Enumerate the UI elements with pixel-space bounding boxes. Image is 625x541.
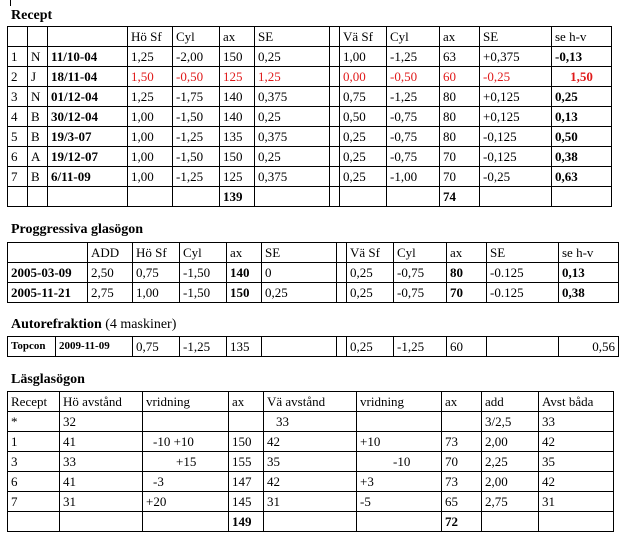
cell [330, 47, 340, 67]
lasglasogon-row-2 [8, 432, 614, 452]
cell: -0,75 [387, 147, 440, 167]
cell: 3/2,5 [482, 412, 539, 432]
cell-highlight: 1,50 [552, 67, 612, 87]
cell: Cyl [180, 243, 227, 263]
cell: 1,00 [128, 147, 173, 167]
cell: 0,25 [347, 263, 394, 283]
cell: 42 [539, 472, 614, 492]
cell-highlight: 1,25 [255, 67, 330, 87]
cell: 70 [447, 283, 487, 303]
cell [48, 187, 128, 207]
cell: 0,25 [347, 337, 394, 357]
cell: 0,25 [340, 127, 387, 147]
recept-h2 [48, 27, 128, 47]
lasglasogon-row-3 [8, 452, 614, 472]
cell [143, 412, 229, 432]
cell: 0,25 [340, 147, 387, 167]
cell: J [28, 67, 48, 87]
cell: 31 [60, 492, 143, 512]
cell: 1,00 [340, 47, 387, 67]
cell: 0,375 [255, 87, 330, 107]
cell: 155 [229, 452, 264, 472]
recept-h1 [28, 27, 48, 47]
cell: 7 [8, 167, 28, 187]
cell: 80 [440, 127, 480, 147]
cell: 1,25 [128, 87, 173, 107]
cell: 1 [8, 432, 60, 452]
recept-row-7 [8, 167, 612, 187]
cell [229, 412, 264, 432]
cell: 1,25 [128, 47, 173, 67]
cell: 2,75 [88, 283, 133, 303]
cell: 147 [229, 472, 264, 492]
cell: 1,00 [128, 127, 173, 147]
recept-h4: Cyl [173, 27, 220, 47]
cell: 6/11-09 [48, 167, 128, 187]
cell: 35 [539, 452, 614, 472]
cell: 41 [60, 472, 143, 492]
cell: A [28, 147, 48, 167]
cell: B [28, 167, 48, 187]
cell [330, 127, 340, 147]
cell: +0,375 [480, 47, 552, 67]
cell: -0,125 [480, 147, 552, 167]
cell: 0,50 [552, 127, 612, 147]
recept-h10: ax [440, 27, 480, 47]
cell: 35 [264, 452, 357, 472]
cell: 70 [440, 167, 480, 187]
cell: 2,50 [88, 263, 133, 283]
lasglasogon-table [7, 391, 614, 532]
cell: 135 [227, 337, 262, 357]
cell: -0,75 [387, 107, 440, 127]
cell: Recept [8, 392, 60, 412]
cell: 0,75 [340, 87, 387, 107]
cell: 6 [8, 147, 28, 167]
cell: N [28, 47, 48, 67]
cell [337, 283, 347, 303]
cell [8, 243, 88, 263]
cell: 65 [442, 492, 482, 512]
cell: 70 [440, 147, 480, 167]
cell [480, 187, 552, 207]
lasglasogon-row-4 [8, 472, 614, 492]
cell: 0,13 [559, 263, 619, 283]
cell: 2 [8, 67, 28, 87]
cell: -0,75 [394, 263, 447, 283]
recept-row-5 [8, 127, 612, 147]
cell: 0,375 [255, 127, 330, 147]
cell: se h-v [559, 243, 619, 263]
cell: -10 +10 [143, 432, 229, 452]
cell: -1,50 [173, 147, 220, 167]
recept-totals-row [8, 187, 612, 207]
cell: 80 [440, 87, 480, 107]
cell: -1,25 [387, 47, 440, 67]
cell: -10 [357, 452, 442, 472]
cell [487, 337, 559, 357]
cell [482, 512, 539, 532]
cell [330, 67, 340, 87]
cell: -0,13 [552, 47, 612, 67]
cell [552, 187, 612, 207]
cell: ADD [88, 243, 133, 263]
cell-highlight: 125 [220, 67, 255, 87]
cell [330, 147, 340, 167]
cell: Hö avstånd [60, 392, 143, 412]
cell: 33 [264, 412, 357, 432]
recept-row-6 [8, 147, 612, 167]
cell: 140 [220, 107, 255, 127]
recept-row-2 [8, 67, 612, 87]
cell: 19/12-07 [48, 147, 128, 167]
cell [330, 187, 340, 207]
cell: 3 [8, 452, 60, 472]
recept-header-row [8, 27, 612, 47]
cell [340, 187, 387, 207]
cell [128, 187, 173, 207]
cell: 150 [220, 47, 255, 67]
cell: Vä Sf [347, 243, 394, 263]
cell: -0,75 [394, 283, 447, 303]
cell: 0,25 [552, 87, 612, 107]
cell [337, 243, 347, 263]
cell: 2005-11-21 [8, 283, 88, 303]
cell: * [8, 412, 60, 432]
cell: -0,75 [387, 127, 440, 147]
cell: 125 [220, 167, 255, 187]
cell: vridning [143, 392, 229, 412]
cell: 140 [227, 263, 262, 283]
cell: +0,125 [480, 107, 552, 127]
cell: 0,25 [255, 147, 330, 167]
cell: ax [447, 243, 487, 263]
lasglasogon-header-row [8, 392, 614, 412]
cell: 0,375 [255, 167, 330, 187]
cell: -1,25 [173, 127, 220, 147]
cell: -1,00 [387, 167, 440, 187]
cell: 0 [262, 263, 337, 283]
cell [387, 187, 440, 207]
cell: -1,50 [173, 107, 220, 127]
cell: 42 [264, 432, 357, 452]
autorefraktion-table [7, 336, 619, 357]
cell: 5 [8, 127, 28, 147]
cell: 135 [220, 127, 255, 147]
cell: SE [262, 243, 337, 263]
cell: 0,63 [552, 167, 612, 187]
cell: 0,56 [559, 337, 619, 357]
recept-h8: Vä Sf [340, 27, 387, 47]
cell [357, 412, 442, 432]
cell: SE [487, 243, 559, 263]
recept-table [7, 26, 612, 207]
cell: -1,75 [173, 87, 220, 107]
cell: 73 [442, 472, 482, 492]
lasglasogon-row-1 [8, 412, 614, 432]
cell: Avst båda [539, 392, 614, 412]
cell: 150 [227, 283, 262, 303]
cell [60, 512, 143, 532]
cell: -1,25 [387, 87, 440, 107]
cell: Cyl [394, 243, 447, 263]
cell: add [482, 392, 539, 412]
cell: 2005-03-09 [8, 263, 88, 283]
cell: 1 [8, 47, 28, 67]
cell-highlight: -0,25 [480, 67, 552, 87]
cell: Topcon [8, 337, 56, 357]
cell: 01/12-04 [48, 87, 128, 107]
cell [330, 167, 340, 187]
cell: 2,25 [482, 452, 539, 472]
cell-highlight: -0,50 [173, 67, 220, 87]
cell: -0,25 [480, 167, 552, 187]
recept-h6: SE [255, 27, 330, 47]
cell: 18/11-04 [48, 67, 128, 87]
cell [8, 512, 60, 532]
cell: 1,00 [128, 107, 173, 127]
cell: +10 [357, 432, 442, 452]
cell-highlight: 0,00 [340, 67, 387, 87]
lasglasogon-total-right-ax: 149 [229, 512, 264, 532]
cell: 41 [60, 432, 143, 452]
cell: -1,25 [394, 337, 447, 357]
recept-row-3 [8, 87, 612, 107]
cell: 70 [442, 452, 482, 472]
cell: +0,125 [480, 87, 552, 107]
cell: -1,50 [180, 283, 227, 303]
cell: 2009-11-09 [56, 337, 133, 357]
lasglasogon-row-5 [8, 492, 614, 512]
cell: +15 [143, 452, 229, 472]
cell: 42 [539, 432, 614, 452]
cell: B [28, 107, 48, 127]
cell: Hö Sf [133, 243, 180, 263]
cell: 140 [220, 87, 255, 107]
cell: 11/10-04 [48, 47, 128, 67]
cell [357, 512, 442, 532]
cell: ax [229, 392, 264, 412]
cell: ax [442, 392, 482, 412]
progressiva-header-row [8, 243, 619, 263]
cell: 2,00 [482, 432, 539, 452]
cell: -2,00 [173, 47, 220, 67]
cell: 7 [8, 492, 60, 512]
cell: 30/12-04 [48, 107, 128, 127]
recept-total-right-ax: 139 [220, 187, 255, 207]
cell: ax [227, 243, 262, 263]
recept-h9: Cyl [387, 27, 440, 47]
autorefraktion-row [8, 337, 619, 357]
lasglasogon-title: Läsglasögon [11, 372, 85, 387]
cell: 80 [447, 263, 487, 283]
cell: 0,50 [340, 107, 387, 127]
cell [143, 512, 229, 532]
cell: 0,25 [347, 283, 394, 303]
text-cursor [10, 0, 11, 6]
cell: -1,25 [180, 337, 227, 357]
recept-row-1 [8, 47, 612, 67]
cell [28, 187, 48, 207]
cell: 0,38 [559, 283, 619, 303]
cell: 73 [442, 432, 482, 452]
cell: 31 [264, 492, 357, 512]
cell: 6 [8, 472, 60, 492]
lasglasogon-total-left-ax: 72 [442, 512, 482, 532]
cell: -3 [143, 472, 229, 492]
cell: 33 [539, 412, 614, 432]
cell: 0,25 [262, 283, 337, 303]
progressiva-row-1 [8, 263, 619, 283]
recept-h12: se h-v [552, 27, 612, 47]
cell: -1,50 [180, 263, 227, 283]
cell-highlight: 1,50 [128, 67, 173, 87]
cell: -0.125 [487, 263, 559, 283]
lasglasogon-totals-row [8, 512, 614, 532]
recept-total-left-ax: 74 [440, 187, 480, 207]
cell: 4 [8, 107, 28, 127]
cell: 0,25 [255, 107, 330, 127]
cell [173, 187, 220, 207]
cell: -5 [357, 492, 442, 512]
cell: +20 [143, 492, 229, 512]
cell [539, 512, 614, 532]
autorefraktion-title [11, 317, 176, 333]
progressiva-table [7, 242, 619, 303]
cell: Vä avstånd [264, 392, 357, 412]
autorefraktion-subtitle: (4 maskiner) [105, 317, 177, 332]
progressiva-title: Proggressiva glasögon [11, 222, 144, 237]
recept-h3: Hö Sf [128, 27, 173, 47]
cell: 0,13 [552, 107, 612, 127]
cell [442, 412, 482, 432]
cell: 19/3-07 [48, 127, 128, 147]
cell: 0,25 [340, 167, 387, 187]
cell: vridning [357, 392, 442, 412]
cell: B [28, 127, 48, 147]
cell: 0,25 [255, 47, 330, 67]
cell [8, 187, 28, 207]
cell: 0,75 [133, 337, 180, 357]
cell [255, 187, 330, 207]
recept-h11: SE [480, 27, 552, 47]
cell [264, 512, 357, 532]
cell: 1,00 [128, 167, 173, 187]
cell: 33 [60, 452, 143, 472]
cell: 2,75 [482, 492, 539, 512]
cell: -0.125 [487, 283, 559, 303]
cell: 1,00 [133, 283, 180, 303]
cell: -0,125 [480, 127, 552, 147]
cell: -1,25 [173, 167, 220, 187]
cell [337, 337, 347, 357]
recept-row-4 [8, 107, 612, 127]
recept-h7 [330, 27, 340, 47]
cell: 150 [220, 147, 255, 167]
cell [337, 263, 347, 283]
cell [330, 87, 340, 107]
cell: 3 [8, 87, 28, 107]
autorefraktion-title-text: Autorefraktion [11, 317, 102, 332]
cell: 42 [264, 472, 357, 492]
cell: 63 [440, 47, 480, 67]
cell: 145 [229, 492, 264, 512]
cell: 32 [60, 412, 143, 432]
cell: 150 [229, 432, 264, 452]
cell [262, 337, 337, 357]
cell: 0,38 [552, 147, 612, 167]
recept-title: Recept [11, 8, 53, 23]
cell: 2,00 [482, 472, 539, 492]
cell: 60 [447, 337, 487, 357]
cell: 0,75 [133, 263, 180, 283]
cell [330, 107, 340, 127]
recept-h0 [8, 27, 28, 47]
cell: +3 [357, 472, 442, 492]
progressiva-row-2 [8, 283, 619, 303]
cell-highlight: -0,50 [387, 67, 440, 87]
cell: 31 [539, 492, 614, 512]
cell-highlight: 60 [440, 67, 480, 87]
cell: N [28, 87, 48, 107]
cell: 80 [440, 107, 480, 127]
recept-h5: ax [220, 27, 255, 47]
